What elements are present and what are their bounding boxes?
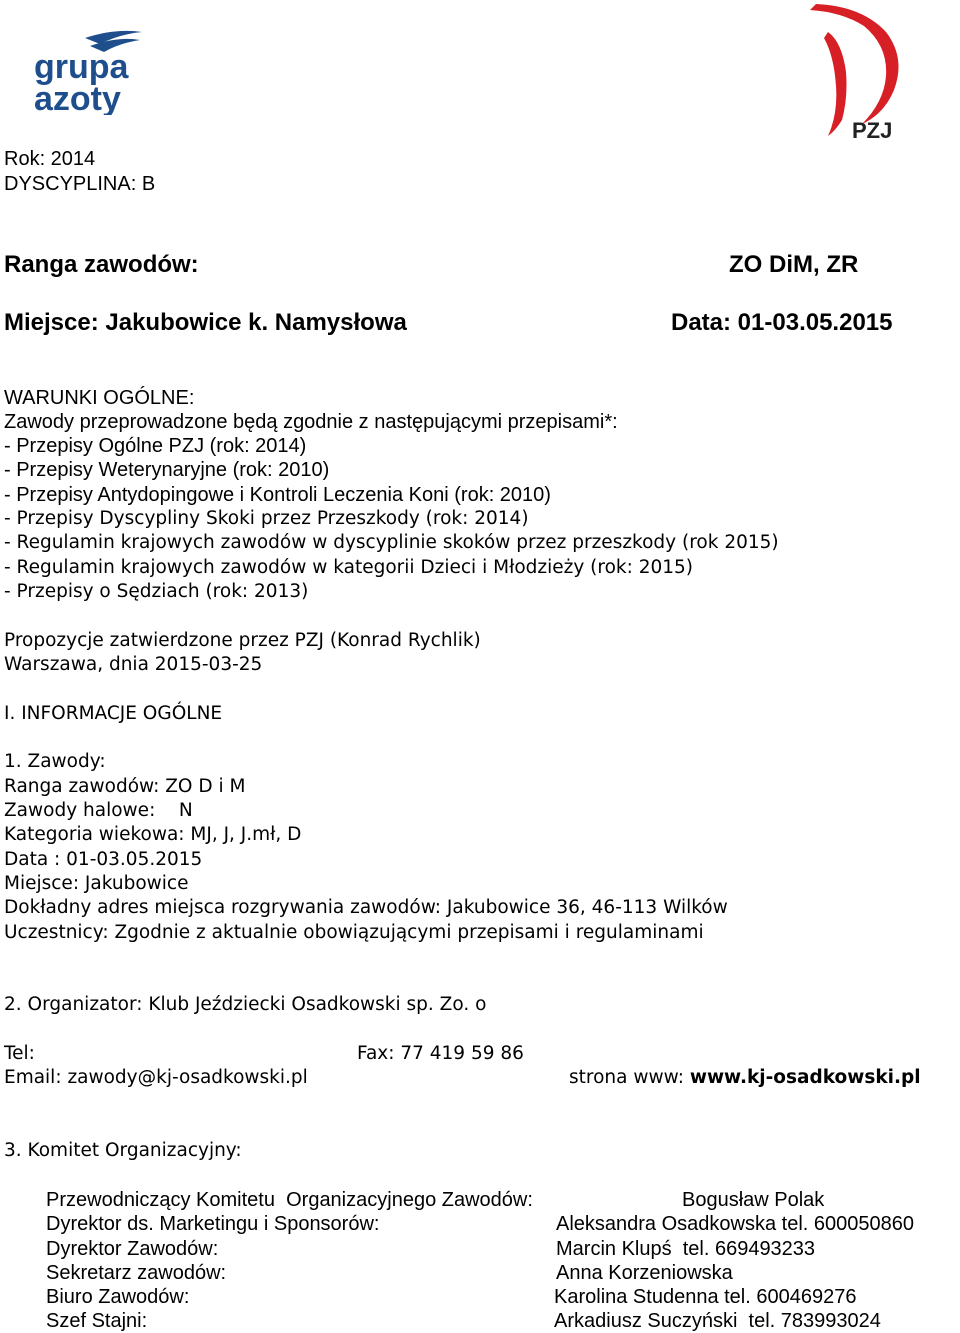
- committee-person: Arkadiusz Suczyński tel. 783993024: [554, 1310, 881, 1332]
- committee-role: Dyrektor Zawodów:: [46, 1238, 219, 1260]
- logo-text-azoty: azoty: [34, 80, 121, 115]
- date-heading: Data: 01-03.05.2015: [671, 309, 893, 336]
- competition-address: Dokładny adres miejsca rozgrywania zawodów: Jakubowice 36, 46-113 Wilków: [4, 897, 728, 918]
- website: [569, 1067, 921, 1088]
- rank-value: ZO DiM, ZR: [729, 251, 859, 278]
- approval-date: Warszawa, dnia 2015-03-25: [4, 654, 263, 675]
- email-address[interactable]: Email: zawody@kj-osadkowski.pl: [4, 1067, 308, 1088]
- rule-item: - Przepisy o Sędziach (rok: 2013): [4, 581, 309, 602]
- rank-label: Ranga zawodów:: [4, 251, 199, 278]
- fax-number: Fax: 77 419 59 86: [357, 1043, 524, 1064]
- indoor-flag: Zawody halowe: N: [4, 800, 193, 821]
- committee-role: Dyrektor ds. Marketingu i Sponsorów:: [46, 1213, 380, 1235]
- pzj-logo: [802, 2, 910, 144]
- committee-person: Karolina Studenna tel. 600469276: [554, 1286, 857, 1308]
- rule-item: - Regulamin krajowych zawodów w dyscyplinie skoków przez przeszkody (rok 2015): [4, 532, 779, 553]
- participants-note: Uczestnicy: Zgodnie z aktualnie obowiązującymi przepisami i regulaminami: [4, 922, 704, 943]
- competition-place: Miejsce: Jakubowice: [4, 873, 189, 894]
- rule-item: - Przepisy Weterynaryjne (rok: 2010): [4, 459, 330, 481]
- committee-person: Anna Korzeniowska: [556, 1262, 733, 1284]
- rule-item: - Regulamin krajowych zawodów w kategorii Dzieci i Młodzieży (rok: 2015): [4, 557, 694, 578]
- section-1-subtitle: 1. Zawody:: [4, 751, 106, 772]
- year-label: Rok: 2014: [4, 148, 96, 170]
- logo-text-pzj: PZJ: [852, 118, 893, 143]
- organizer: 2. Organizator: Klub Jeździecki Osadkowski sp. Zo. o: [4, 994, 487, 1015]
- tel-label: Tel:: [4, 1043, 35, 1064]
- committee-person: Bogusław Polak: [682, 1189, 825, 1211]
- website-link[interactable]: www.kj-osadkowski.pl: [689, 1067, 921, 1088]
- discipline-label: DYSCYPLINA: B: [4, 173, 156, 195]
- section-1-title: I. INFORMACJE OGÓLNE: [4, 703, 223, 724]
- committee-role: Przewodniczący Komitetu Organizacyjnego Zawodów:: [46, 1189, 533, 1211]
- committee-person: Marcin Klupś tel. 669493233: [556, 1238, 816, 1260]
- committee-role: Biuro Zawodów:: [46, 1286, 190, 1308]
- general-title: WARUNKI OGÓLNE:: [4, 387, 195, 409]
- website-label: strona www:: [569, 1067, 690, 1088]
- competition-date: Data : 01-03.05.2015: [4, 849, 203, 870]
- general-intro: Zawody przeprowadzone będą zgodnie z następującymi przepisami*:: [4, 411, 618, 433]
- age-category: Kategoria wiekowa: MJ, J, J.mł, D: [4, 824, 302, 845]
- committee-role: Sekretarz zawodów:: [46, 1262, 227, 1284]
- rule-item: - Przepisy Dyscypliny Skoki przez Przeszkody (rok: 2014): [4, 508, 529, 529]
- logo-text-grupa: grupa: [34, 48, 129, 86]
- section-3-title: 3. Komitet Organizacyjny:: [4, 1140, 242, 1161]
- committee-role: Szef Stajni:: [46, 1310, 148, 1332]
- grupa-azoty-logo: [30, 30, 170, 115]
- place-heading: Miejsce: Jakubowice k. Namysłowa: [4, 309, 407, 336]
- committee-person: Aleksandra Osadkowska tel. 600050860: [556, 1213, 915, 1235]
- competition-rank: Ranga zawodów: ZO D i M: [4, 776, 246, 797]
- rule-item: - Przepisy Ogólne PZJ (rok: 2014): [4, 435, 307, 457]
- rule-item: - Przepisy Antydopingowe i Kontroli Leczenia Koni (rok: 2010): [4, 484, 551, 506]
- approval-note: Propozycje zatwierdzone przez PZJ (Konrad Rychlik): [4, 630, 481, 651]
